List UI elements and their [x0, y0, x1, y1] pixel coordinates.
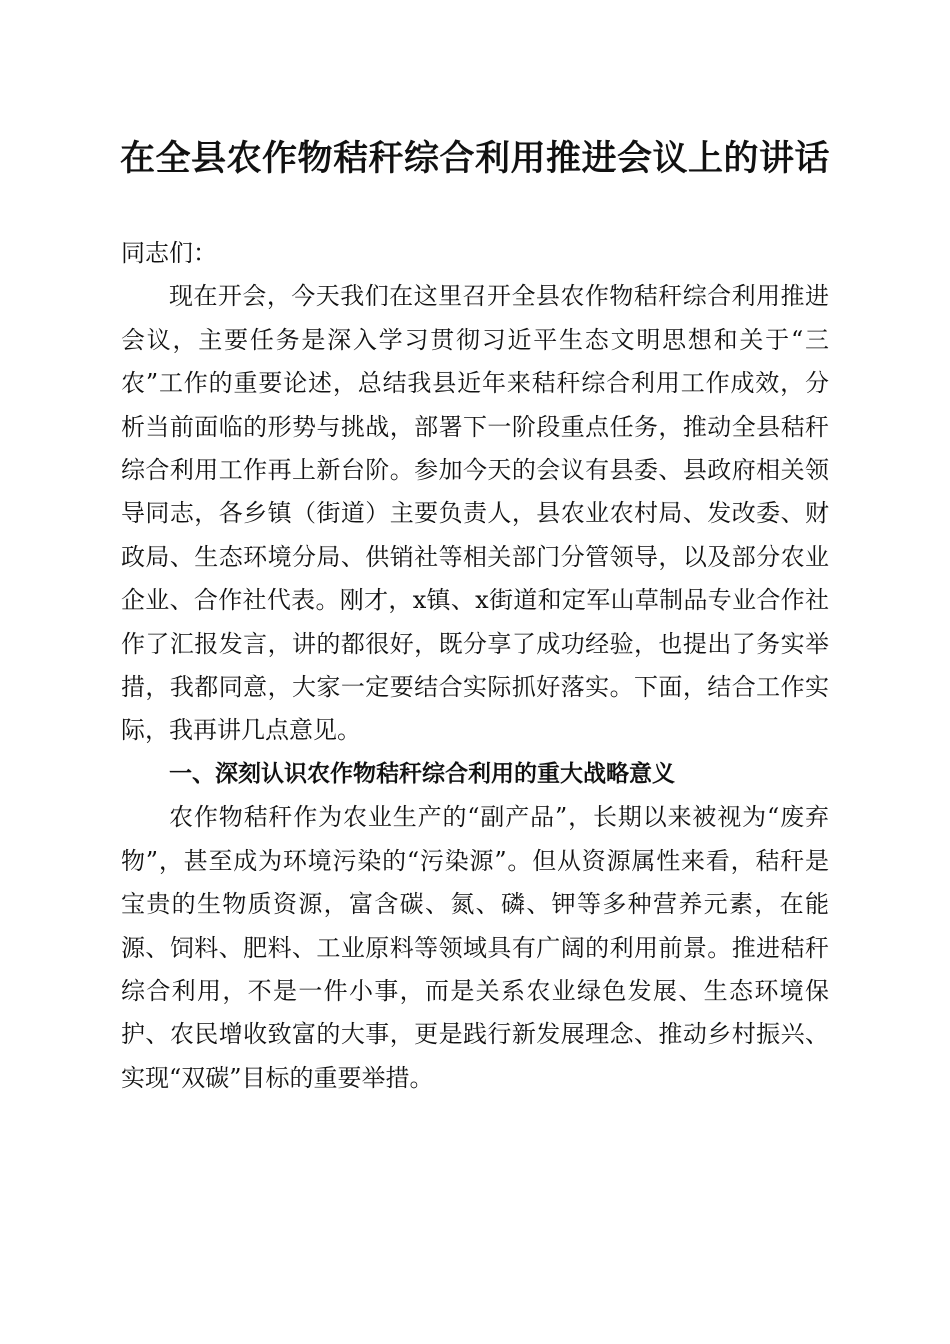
paragraph-opening: 现在开会，今天我们在这里召开全县农作物秸秆综合利用推进会议，主要任务是深入学习贯彻习近平生态文明思想和关于“三农”工作的重要论述，总结我县近年来秸秆综合利用工作成效，分析当前面临的形势与挑战，部署下一阶段重点任务，推动全县秸秆综合利用工作再上新台阶。参加今天的会议有县委、县政府相关领导同志，各乡镇（街道）主要负责人，县农业农村局、发改委、财政局、生态环境分局、供销社等相关部门分管领导，以及部分农业企业、合作社代表。刚才，x镇、x街道和定军山草制品专业合作社作了汇报发言，讲的都很好，既分享了成功经验，也提出了务实举措，我都同意，大家一定要结合实际抓好落实。下面，结合工作实际，我再讲几点意见。: [121, 282, 829, 745]
document-title: 在全县农作物秸秆综合利用推进会议上的讲话: [119, 138, 830, 179]
paragraph-section-1: 农作物秸秆作为农业生产的“副产品”，长期以来被视为“废弃物”，甚至成为环境污染的“污染源”。但从资源属性来看，秸秆是宝贵的生物质资源，富含碳、氮、磷、钾等多种营养元素，在能源、饲料、肥料、工业原料等领域具有广阔的利用前景。推进秸秆综合利用，不是一件小事，而是关系农业绿色发展、生态环境保护、农民增收致富的大事，更是践行新发展理念、推动乡村振兴、实现“双碳”目标的重要举措。: [121, 803, 829, 1092]
section-heading-1: 一、深刻认识农作物秸秆综合利用的重大战略意义: [169, 760, 675, 787]
salutation: 同志们：: [121, 239, 217, 267]
document-body: [121, 232, 829, 1100]
